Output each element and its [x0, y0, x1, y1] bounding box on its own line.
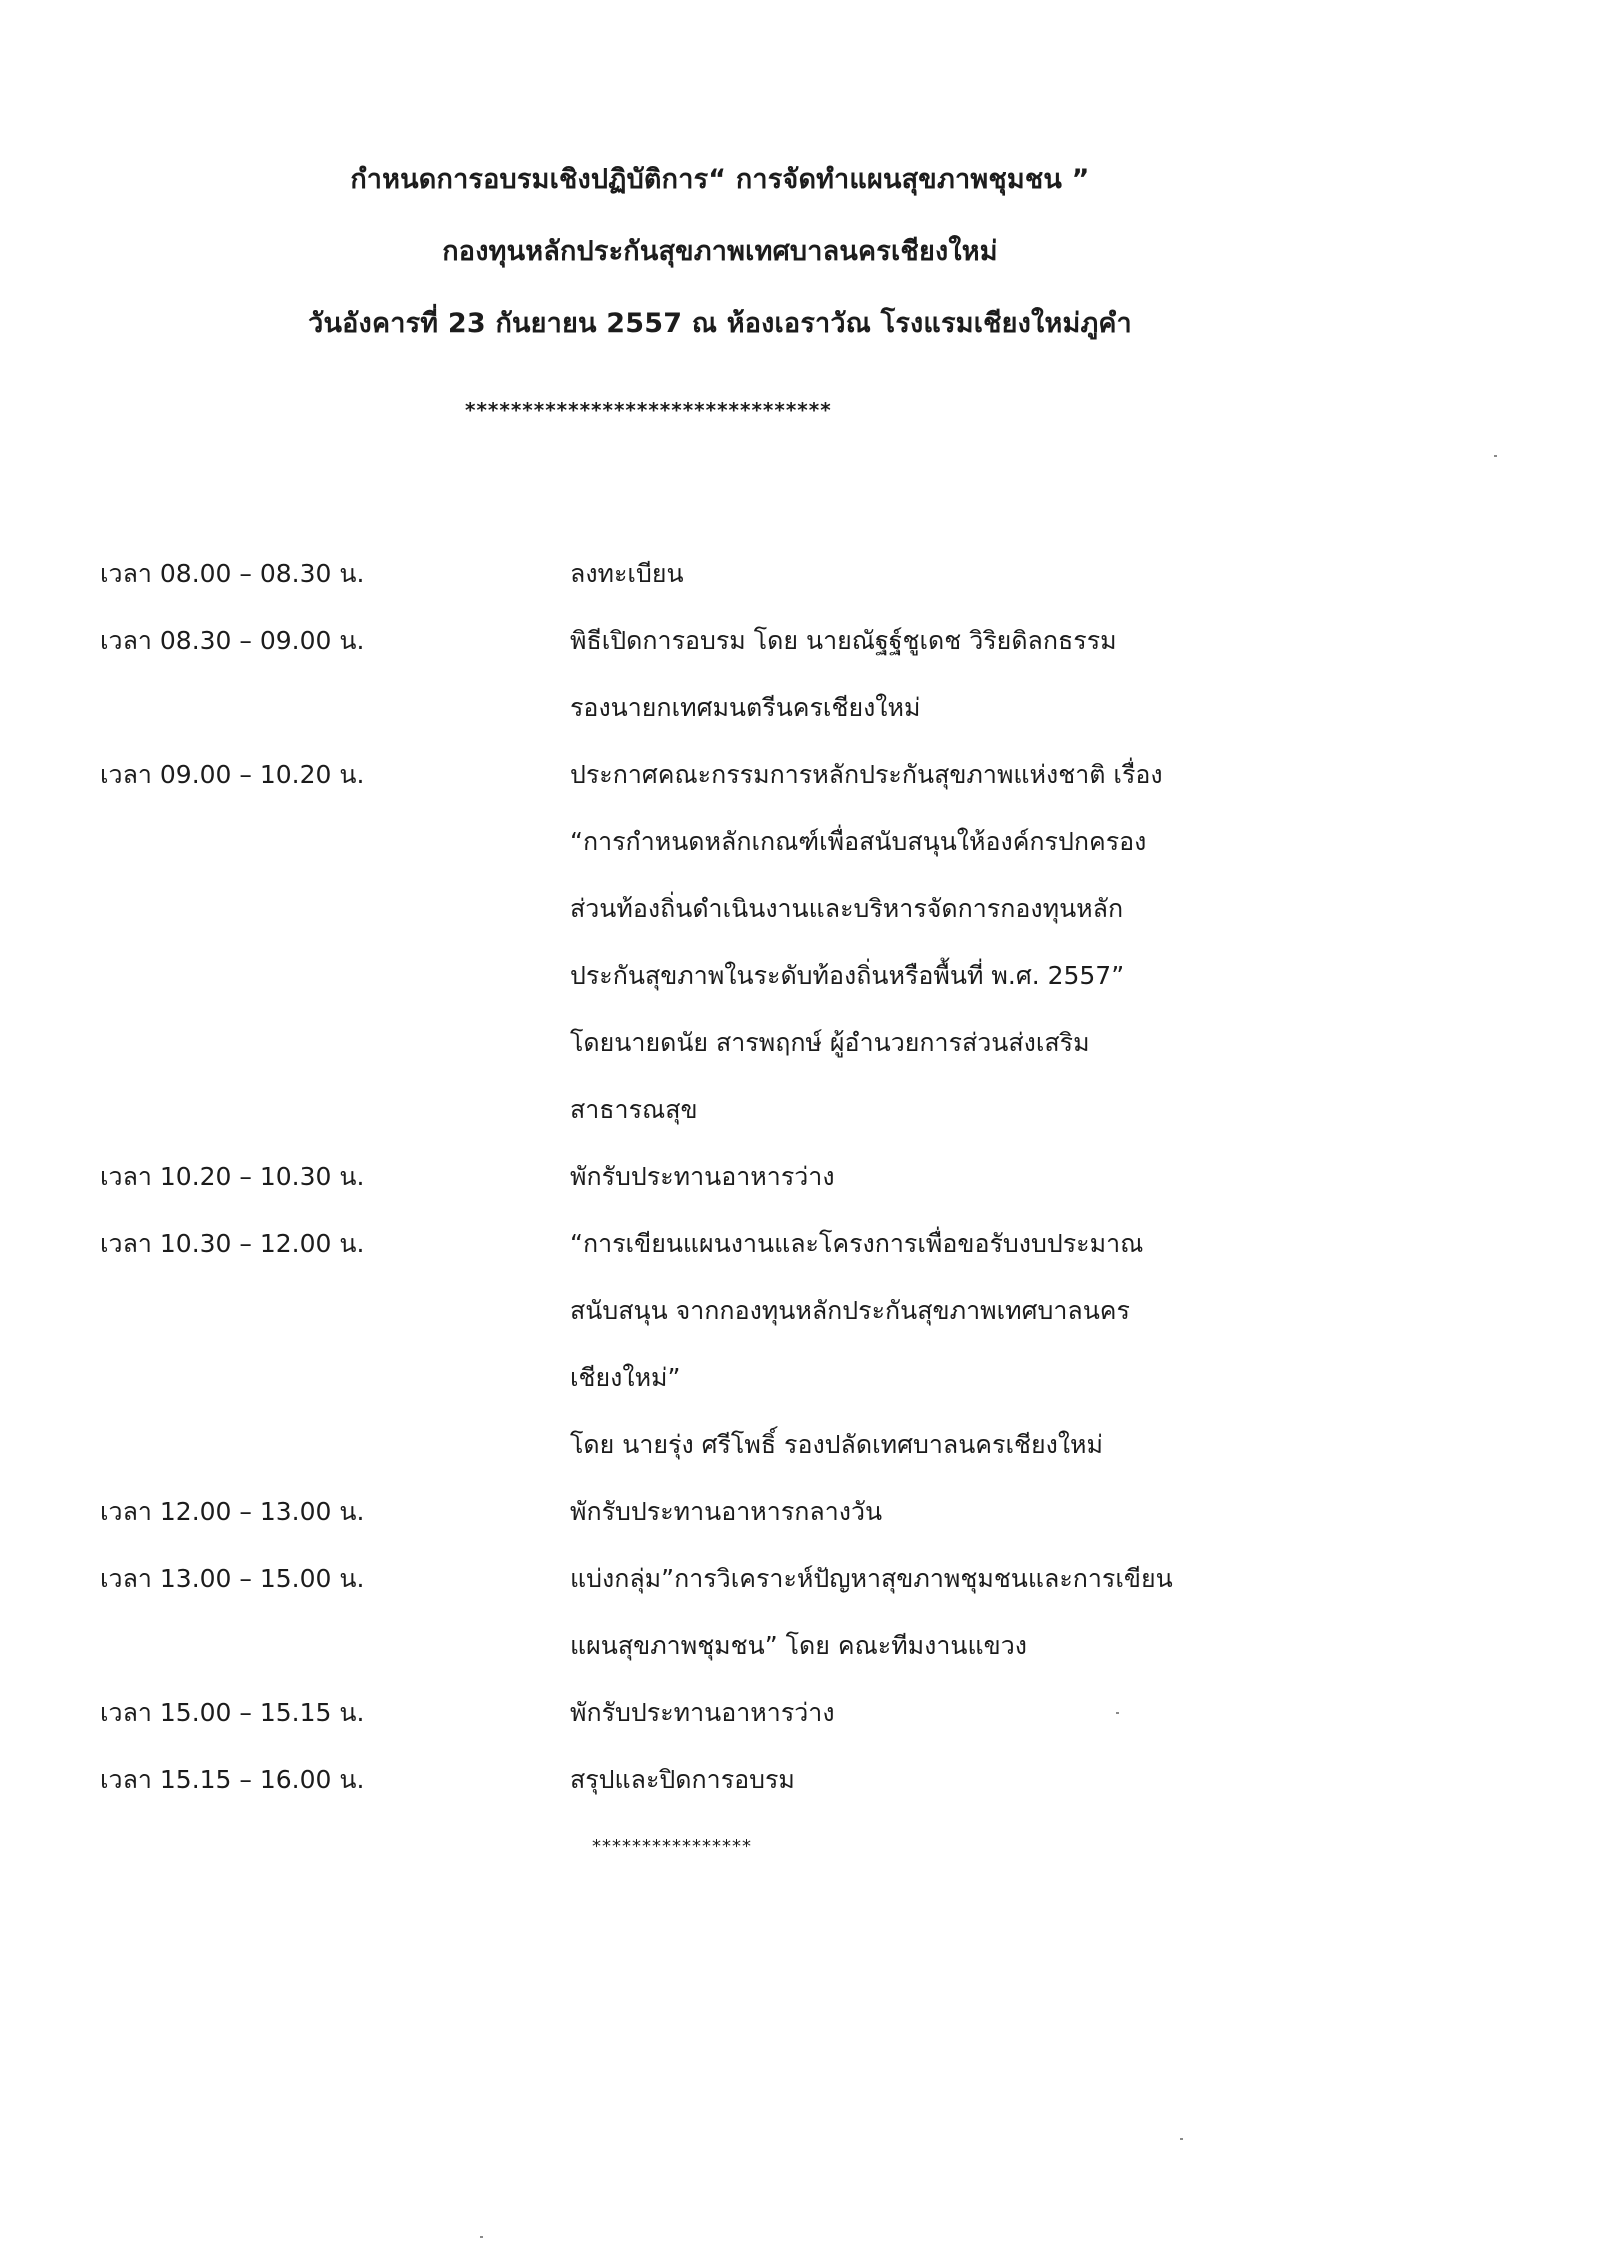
schedule-row	[100, 607, 1360, 741]
schedule-description	[570, 1143, 1360, 1210]
footer-separator: ****************	[592, 1836, 752, 1857]
schedule-row	[100, 1143, 1360, 1210]
description-line: สนับสนุน จากกองทุนหลักประกันสุขภาพเทศบาลนคร	[570, 1296, 1130, 1325]
description-line: ส่วนท้องถิ่นดำเนินงานและบริหารจัดการกองทุนหลัก	[570, 894, 1124, 923]
description-line: พักรับประทานอาหารกลางวัน	[570, 1497, 883, 1526]
schedule-description	[570, 1545, 1360, 1679]
schedule-row	[100, 1210, 1360, 1478]
schedule-description	[570, 1746, 1360, 1813]
date-venue-line: วันอังคารที่ 23 กันยายน 2557 ณ ห้องเอราวัณ โรงแรมเชียงใหม่ภูคำ	[308, 308, 1132, 339]
schedule-time: เวลา 10.30 – 12.00 น.	[100, 1229, 365, 1258]
description-line: สาธารณสุข	[570, 1095, 698, 1124]
schedule-description	[570, 1679, 1360, 1746]
schedule-time: เวลา 13.00 – 15.00 น.	[100, 1564, 365, 1593]
description-line: สรุปและปิดการอบรม	[570, 1765, 795, 1794]
schedule-time: เวลา 08.30 – 09.00 น.	[100, 626, 365, 655]
schedule-row	[100, 1545, 1360, 1679]
description-line: ประกันสุขภาพในระดับท้องถิ่นหรือพื้นที่ พ.ศ. 2557”	[570, 961, 1125, 990]
description-line: “การเขียนแผนงานและโครงการเพื่อขอรับงบประมาณ	[570, 1229, 1144, 1258]
scan-speck	[1494, 455, 1497, 457]
scan-speck	[480, 2236, 483, 2238]
schedule-time: เวลา 08.00 – 08.30 น.	[100, 559, 365, 588]
description-line: โดย นายรุ่ง ศรีโพธิ์ รองปลัดเทศบาลนครเชียงใหม่	[570, 1430, 1103, 1459]
description-line: ลงทะเบียน	[570, 559, 684, 588]
description-line: แผนสุขภาพชุมชน” โดย คณะทีมงานแขวง	[570, 1631, 1027, 1660]
description-line: แบ่งกลุ่ม”การวิเคราะห์ปัญหาสุขภาพชุมชนและการเขียน	[570, 1564, 1173, 1593]
scan-speck	[1116, 1712, 1119, 1714]
schedule-description	[570, 607, 1360, 741]
scan-speck	[1180, 2138, 1183, 2140]
schedule-time: เวลา 09.00 – 10.20 น.	[100, 760, 365, 789]
description-line: รองนายกเทศมนตรีนครเชียงใหม่	[570, 693, 921, 722]
header-separator: ********************************	[465, 398, 832, 422]
schedule-row	[100, 1679, 1360, 1746]
schedule-time: เวลา 12.00 – 13.00 น.	[100, 1497, 365, 1526]
schedule-row	[100, 540, 1360, 607]
description-line: เชียงใหม่”	[570, 1363, 681, 1392]
description-line: พักรับประทานอาหารว่าง	[570, 1162, 835, 1191]
document-header	[0, 160, 1440, 376]
description-line: ประกาศคณะกรรมการหลักประกันสุขภาพแห่งชาติ เรื่อง	[570, 760, 1163, 789]
schedule-time: เวลา 15.15 – 16.00 น.	[100, 1765, 365, 1794]
document-title: กำหนดการอบรมเชิงปฏิบัติการ“ การจัดทำแผนสุขภาพชุมชน ”	[350, 164, 1090, 195]
schedule-description	[570, 1478, 1360, 1545]
schedule-list	[100, 540, 1360, 1813]
description-line: พักรับประทานอาหารว่าง	[570, 1698, 835, 1727]
schedule-description	[570, 540, 1360, 607]
schedule-description	[570, 741, 1360, 1143]
organizer-line: กองทุนหลักประกันสุขภาพเทศบาลนครเชียงใหม่	[442, 236, 998, 267]
schedule-time: เวลา 15.00 – 15.15 น.	[100, 1698, 365, 1727]
schedule-time: เวลา 10.20 – 10.30 น.	[100, 1162, 365, 1191]
description-line: พิธีเปิดการอบรม โดย นายณัฐฐ์ชูเดช วิริยดิลกธรรม	[570, 626, 1117, 655]
description-line: โดยนายดนัย สารพฤกษ์ ผู้อำนวยการส่วนส่งเสริม	[570, 1028, 1090, 1057]
description-line: “การกำหนดหลักเกณฑ์เพื่อสนับสนุนให้องค์กรปกครอง	[570, 827, 1147, 856]
schedule-row	[100, 741, 1360, 1143]
schedule-description	[570, 1210, 1360, 1478]
schedule-row	[100, 1746, 1360, 1813]
schedule-row	[100, 1478, 1360, 1545]
